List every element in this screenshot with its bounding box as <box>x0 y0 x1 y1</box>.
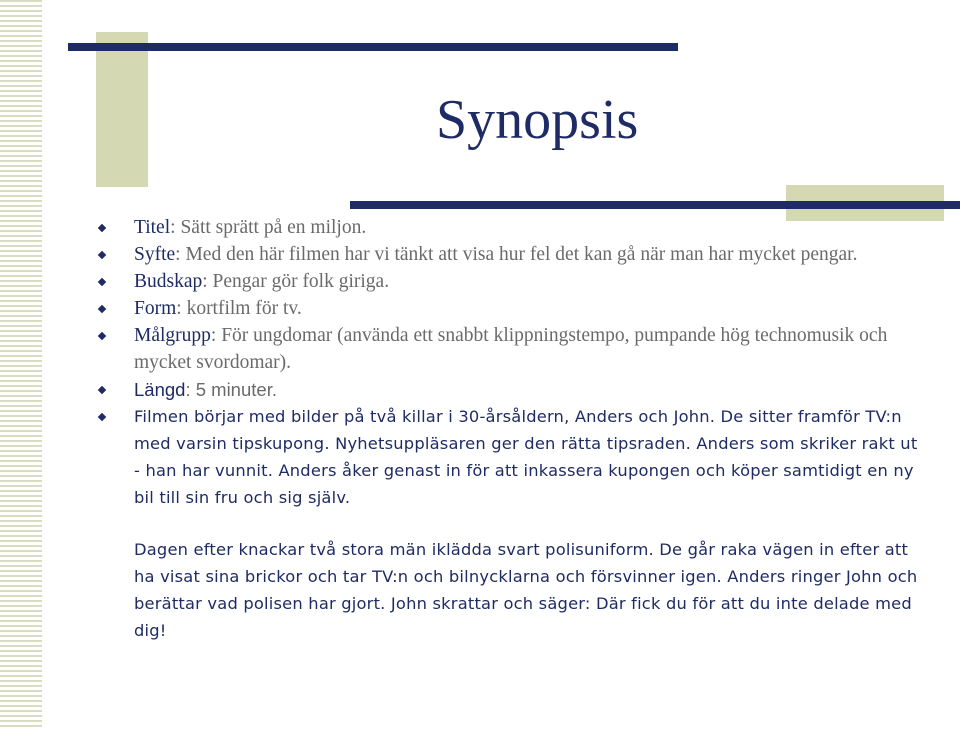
bullet-label: Titel <box>134 217 171 238</box>
bullet-label: Form <box>134 298 177 319</box>
bullet-value: Pengar gör folk giriga. <box>212 271 390 292</box>
slide-content <box>96 214 926 644</box>
bullet-separator: : <box>175 244 186 265</box>
bullet-budskap <box>96 268 926 295</box>
bullet-titel <box>96 214 926 241</box>
diamond-bullet-icon <box>98 332 106 340</box>
bullet-separator: : <box>185 379 196 400</box>
diamond-bullet-icon <box>98 278 106 286</box>
diamond-bullet-icon <box>98 386 106 394</box>
bullet-list <box>96 214 926 511</box>
bullet-value: Sätt sprätt på en miljon. <box>180 217 367 238</box>
bullet-separator: : <box>210 325 222 346</box>
top-rule <box>68 43 678 51</box>
bullet-story <box>96 403 926 511</box>
story-paragraph-2: Dagen efter knackar två stora män iklädda svart polisuniform. De går raka vägen in efter att ha visat sina brickor och tar TV:n och bilnycklarna och försvinner igen. Anders ringer John och berättar vad polisen har gjort. John skrattar och säger: Där fick du för att du inte delade med dig! <box>134 540 918 640</box>
slide-title: Synopsis <box>436 89 639 151</box>
bullet-malgrupp <box>96 322 926 376</box>
bullet-label: Längd <box>134 379 186 400</box>
bullet-syfte <box>96 241 926 268</box>
bullet-value: kortfilm för tv. <box>186 298 302 319</box>
diamond-bullet-icon <box>98 251 106 259</box>
bullet-value: För ungdomar (använda ett snabbt klippningstempo, pumpande hög technomusik och mycket svordomar). <box>134 325 888 373</box>
bullet-langd <box>96 376 926 403</box>
diamond-bullet-icon <box>98 224 106 232</box>
bullet-form <box>96 295 926 322</box>
bullet-value: Med den här filmen har vi tänkt att visa hur fel det kan gå när man har mycket pengar. <box>185 244 858 265</box>
bullet-separator: : <box>170 217 181 238</box>
bullet-separator: : <box>202 271 213 292</box>
diamond-bullet-icon <box>98 413 106 421</box>
diamond-bullet-icon <box>98 305 106 313</box>
vertical-accent-bar <box>96 32 148 187</box>
story-paragraph-1: Filmen börjar med bilder på två killar i 30-årsåldern, Anders och John. De sitter framför TV:n med varsin tipskupong. Nyhetsuppläsaren ger den rätta tipsraden. Anders som skriker rakt ut - han har vunnit. Anders åker genast in för att inkassera kupongen och köper samtidigt en ny bil till sin fru och sig själv. <box>134 407 918 507</box>
bullet-value: 5 minuter. <box>195 379 277 400</box>
bullet-separator: : <box>176 298 187 319</box>
bullet-label: Syfte <box>134 244 176 265</box>
bullet-label: Budskap <box>134 271 203 292</box>
right-rule <box>350 201 960 209</box>
left-stripe-decoration <box>0 0 42 730</box>
bullet-label: Målgrupp <box>134 325 211 346</box>
